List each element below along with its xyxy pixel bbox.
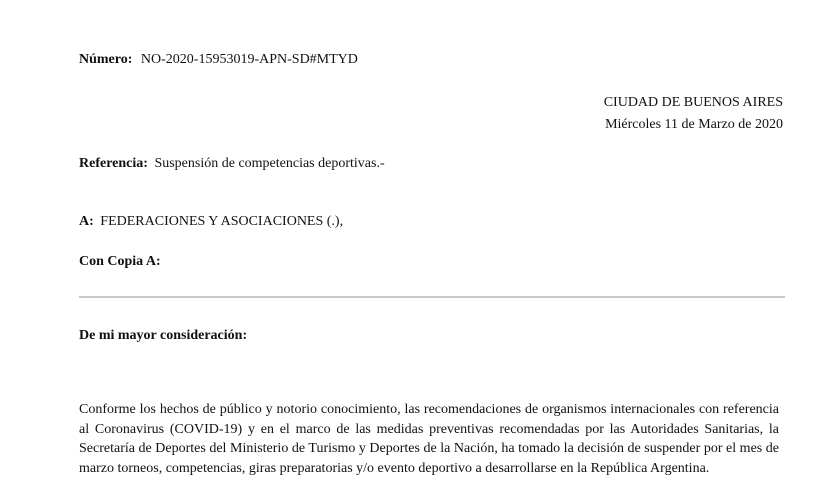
greeting: De mi mayor consideración:	[79, 328, 248, 343]
reference-line	[79, 155, 385, 172]
reference-value: Suspensión de competencias deportivas.-	[154, 156, 385, 171]
body-paragraph: Conforme los hechos de público y notorio conocimiento, las recomendaciones de organismos internacionales con referencia al Coronavirus (COVID-19) y en el marco de las medidas preventivas recomendadas por las Autoridades Sanitarias, la Secretaría de Deportes del Ministerio de Turismo y Deportes de la Nación, ha tomado la decisión de suspender por el mes de marzo torneos, competencias, giras preparatorias y/o evento deportivo a desarrollarse en la República Argentina.	[79, 402, 779, 476]
city-line: CIUDAD DE BUENOS AIRES	[603, 95, 783, 110]
document-number	[79, 51, 358, 68]
document-number-value: NO-2020-15953019-APN-SD#MTYD	[140, 52, 358, 67]
date-line: Miércoles 11 de Marzo de 2020	[605, 117, 783, 132]
recipient-label: A:	[79, 214, 94, 229]
reference-label: Referencia:	[79, 156, 148, 171]
cc-label: Con Copia A:	[79, 254, 161, 269]
document-number-label: Número:	[79, 52, 133, 67]
divider-line	[79, 296, 785, 298]
recipient-line	[79, 213, 343, 230]
recipient-value: FEDERACIONES Y ASOCIACIONES (.),	[100, 214, 344, 229]
